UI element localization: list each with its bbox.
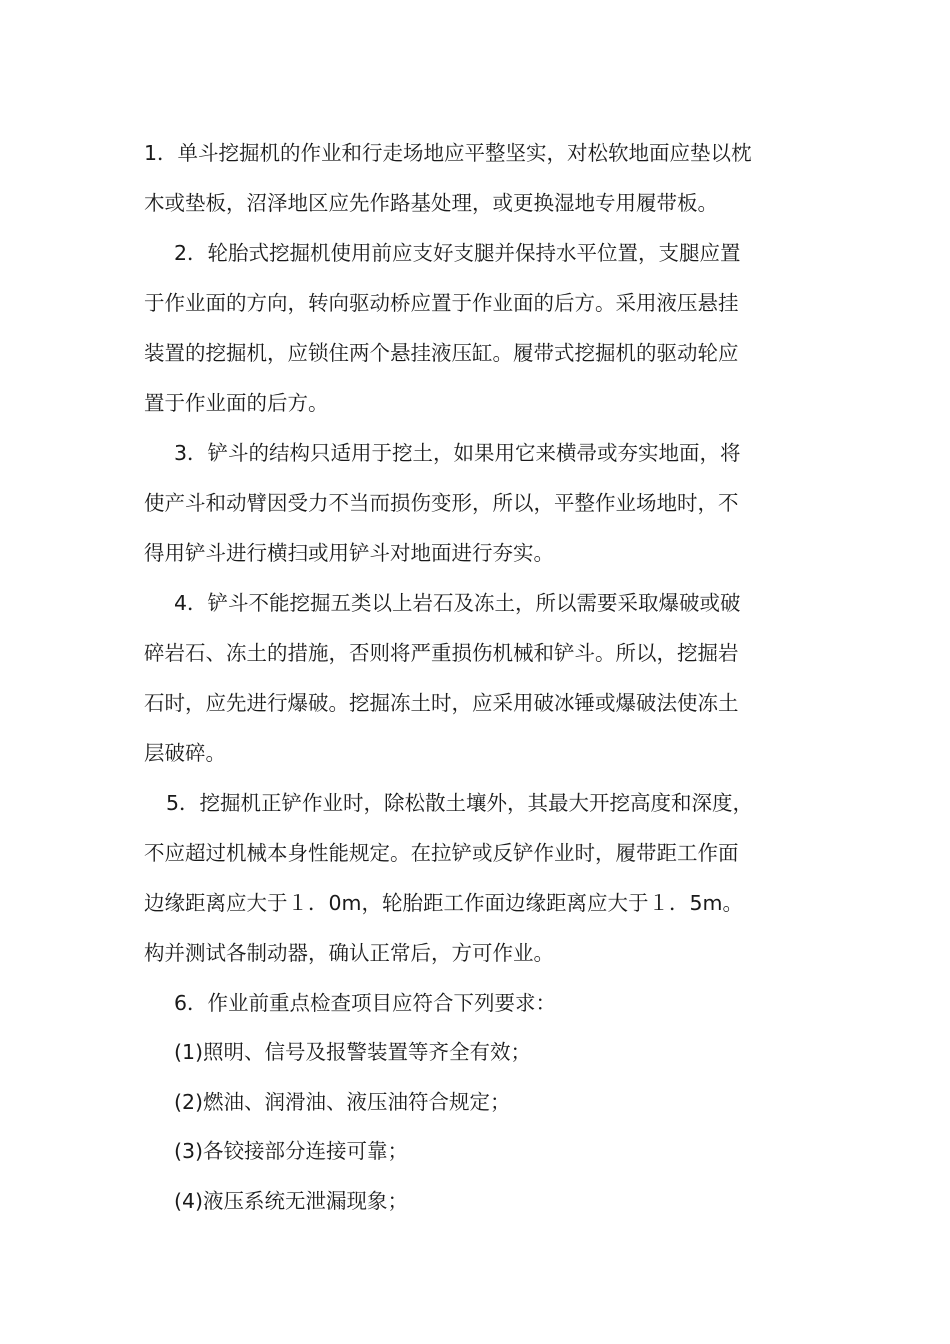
list-item: (3)各铰接部分连接可靠； xyxy=(174,1139,409,1163)
text-line: 1．单斗挖掘机的作业和行走场地应平整坚实，对松软地面应垫以枕 xyxy=(144,141,752,165)
text-line: 使产斗和动臂因受力不当而损伤变形，所以，平整作业场地时，不 xyxy=(144,491,739,515)
text-line: 构并测试各制动器，确认正常后，方可作业。 xyxy=(144,941,554,965)
text-line: 3．铲斗的结构只适用于挖土，如果用它来横帚或夯实地面，将 xyxy=(174,441,741,465)
text-line: 6．作业前重点检查项目应符合下列要求： xyxy=(174,991,557,1015)
list-item: (2)燃油、润滑油、液压油符合规定； xyxy=(174,1089,511,1114)
text-line: 置于作业面的后方。 xyxy=(144,391,329,415)
text-line: 层破碎。 xyxy=(144,741,226,765)
text-line: 木或垫板，沼泽地区应先作路基处理，或更换湿地专用履带板。 xyxy=(144,191,718,215)
list-item: (1)照明、信号及报警装置等齐全有效； xyxy=(174,1040,532,1064)
text-line: 不应超过机械本身性能规定。在拉铲或反铲作业时，履带距工作面 xyxy=(144,841,739,865)
text-line: 装置的挖掘机，应锁住两个悬挂液压缸。履带式挖掘机的驱动轮应 xyxy=(144,341,739,365)
text-line: 边缘距离应大于１．0m，轮胎距工作面边缘距离应大于１．5m。 xyxy=(144,891,744,915)
text-line: 于作业面的方向，转向驱动桥应置于作业面的后方。采用液压悬挂 xyxy=(144,291,739,315)
text-line: 碎岩石、冻土的措施，否则将严重损伤机械和铲斗。所以，挖掘岩 xyxy=(144,641,739,665)
text-line: 4．铲斗不能挖掘五类以上岩石及冻土，所以需要采取爆破或破 xyxy=(174,591,741,615)
list-item: (4)液压系统无泄漏现象； xyxy=(174,1188,409,1213)
text-line: 石时，应先进行爆破。挖掘冻土时，应采用破冰锤或爆破法使冻土 xyxy=(144,691,739,715)
text-line: 2．轮胎式挖掘机使用前应支好支腿并保持水平位置，支腿应置 xyxy=(174,241,741,265)
document-body xyxy=(144,128,808,1226)
text-line: 得用铲斗进行横扫或用铲斗对地面进行夯实。 xyxy=(144,541,554,565)
text-line: 5．挖掘机正铲作业时，除松散土壤外，其最大开挖高度和深度， xyxy=(166,791,754,815)
